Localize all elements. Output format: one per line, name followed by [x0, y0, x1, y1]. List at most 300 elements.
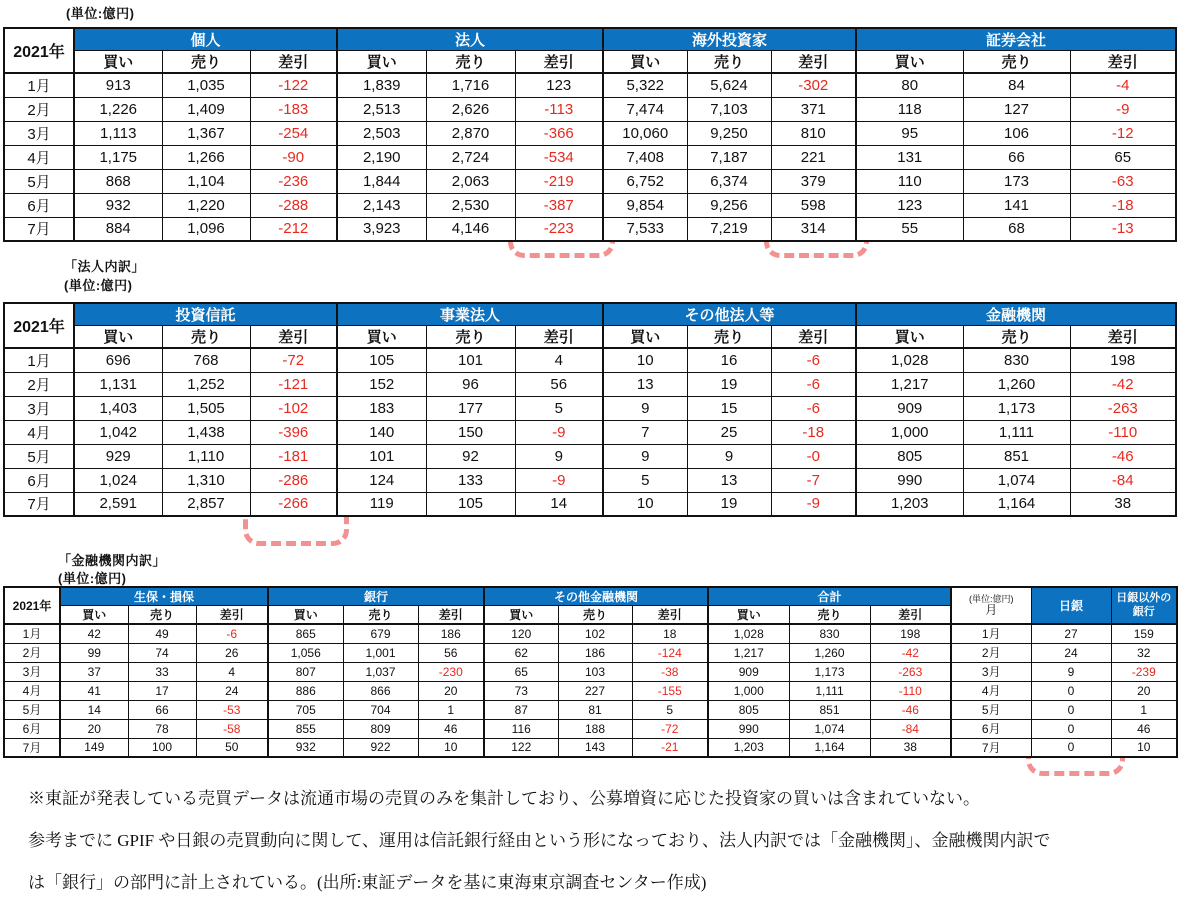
value-cell: 830: [963, 348, 1070, 372]
value-cell: 2,190: [337, 145, 426, 169]
main-table-unit-label: (単位:億円): [66, 6, 135, 21]
value-cell: 1: [418, 700, 484, 719]
value-cell: -286: [250, 468, 337, 492]
value-cell: 2,626: [426, 97, 515, 121]
side-month-cell: 7月: [951, 738, 1031, 757]
col-header: 差引: [1070, 51, 1176, 74]
value-cell: 805: [708, 700, 789, 719]
value-cell: 198: [870, 624, 951, 643]
value-cell: 38: [1070, 492, 1176, 516]
group-header: 事業法人: [337, 303, 603, 326]
value-cell: 922: [343, 738, 418, 757]
value-cell: -266: [250, 492, 337, 516]
month-cell: 3月: [4, 396, 74, 420]
value-cell: 37: [60, 662, 128, 681]
value-cell: 2,591: [74, 492, 162, 516]
value-cell: -53: [196, 700, 268, 719]
month-cell: 4月: [4, 681, 60, 700]
value-cell: 1,367: [162, 121, 250, 145]
main-table: [3, 27, 1177, 242]
value-cell: 1,217: [708, 643, 789, 662]
value-cell: 24: [196, 681, 268, 700]
value-cell: 10,060: [603, 121, 687, 145]
value-cell: 5: [603, 468, 687, 492]
value-cell: 149: [60, 738, 128, 757]
value-cell: -113: [515, 97, 603, 121]
col-header: 売り: [963, 326, 1070, 349]
month-cell: 6月: [4, 193, 74, 217]
col-header: 買い: [856, 326, 963, 349]
value-cell: 7,103: [687, 97, 771, 121]
non-boj-header: 日銀以外の銀行: [1111, 587, 1177, 624]
value-cell: 73: [484, 681, 558, 700]
value-cell: 1,164: [963, 492, 1070, 516]
side-month-cell: 5月: [951, 700, 1031, 719]
value-cell: 119: [337, 492, 426, 516]
value-cell: 2,857: [162, 492, 250, 516]
value-cell: 56: [418, 643, 484, 662]
col-header: 売り: [963, 51, 1070, 74]
non-boj-value-cell: 46: [1111, 719, 1177, 738]
group-header: 個人: [74, 28, 337, 51]
col-header: 売り: [426, 326, 515, 349]
value-cell: 851: [963, 444, 1070, 468]
col-header: 差引: [250, 51, 337, 74]
value-cell: 4,146: [426, 217, 515, 241]
value-cell: 141: [963, 193, 1070, 217]
value-cell: -42: [1070, 372, 1176, 396]
value-cell: 1,028: [856, 348, 963, 372]
side-month-cell: 4月: [951, 681, 1031, 700]
value-cell: -263: [870, 662, 951, 681]
value-cell: 1,409: [162, 97, 250, 121]
value-cell: 7: [603, 420, 687, 444]
value-cell: 17: [128, 681, 196, 700]
month-cell: 2月: [4, 372, 74, 396]
value-cell: 929: [74, 444, 162, 468]
value-cell: 65: [484, 662, 558, 681]
corporate-table-title: 「法人内訳」: [64, 259, 146, 274]
footnote: [28, 786, 1168, 912]
value-cell: -124: [632, 643, 708, 662]
value-cell: 150: [426, 420, 515, 444]
side-month-cell: 2月: [951, 643, 1031, 662]
corporate-table-unit-label: (単位:億円): [64, 278, 133, 293]
value-cell: 7,219: [687, 217, 771, 241]
value-cell: 1,220: [162, 193, 250, 217]
col-header: 売り: [128, 606, 196, 625]
value-cell: -46: [870, 700, 951, 719]
value-cell: 1,056: [268, 643, 343, 662]
non-boj-value-cell: 10: [1111, 738, 1177, 757]
value-cell: 110: [856, 169, 963, 193]
value-cell: 865: [268, 624, 343, 643]
col-header: 差引: [771, 51, 856, 74]
value-cell: 87: [484, 700, 558, 719]
value-cell: 65: [1070, 145, 1176, 169]
value-cell: 379: [771, 169, 856, 193]
value-cell: 2,513: [337, 97, 426, 121]
value-cell: 810: [771, 121, 856, 145]
value-cell: 5,624: [687, 73, 771, 97]
value-cell: -254: [250, 121, 337, 145]
value-cell: 14: [515, 492, 603, 516]
col-header: 差引: [250, 326, 337, 349]
value-cell: 133: [426, 468, 515, 492]
footnote-line-2: 参考までに GPIF や日銀の売買動向に関して、運用は信託銀行経由という形になっており、法人内訳では「金融機関」、金融機関内訳で: [28, 831, 1051, 850]
col-header: 差引: [515, 326, 603, 349]
value-cell: 6,752: [603, 169, 687, 193]
value-cell: -6: [771, 372, 856, 396]
value-cell: 106: [963, 121, 1070, 145]
value-cell: 868: [74, 169, 162, 193]
value-cell: -110: [1070, 420, 1176, 444]
value-cell: 1,173: [789, 662, 870, 681]
value-cell: -21: [632, 738, 708, 757]
value-cell: 74: [128, 643, 196, 662]
boj-value-cell: 0: [1031, 700, 1111, 719]
value-cell: 127: [963, 97, 1070, 121]
month-cell: 2月: [4, 97, 74, 121]
value-cell: 103: [558, 662, 632, 681]
value-cell: -58: [196, 719, 268, 738]
value-cell: 100: [128, 738, 196, 757]
value-cell: -63: [1070, 169, 1176, 193]
value-cell: 2,870: [426, 121, 515, 145]
col-header: 売り: [558, 606, 632, 625]
value-cell: 830: [789, 624, 870, 643]
value-cell: 7,187: [687, 145, 771, 169]
value-cell: 19: [687, 492, 771, 516]
group-header: 投資信託: [74, 303, 337, 326]
value-cell: 131: [856, 145, 963, 169]
value-cell: 3,923: [337, 217, 426, 241]
value-cell: 105: [426, 492, 515, 516]
value-cell: -155: [632, 681, 708, 700]
month-cell: 3月: [4, 121, 74, 145]
value-cell: 118: [856, 97, 963, 121]
side-month-cell: 3月: [951, 662, 1031, 681]
side-month-cell: 1月: [951, 624, 1031, 643]
month-cell: 7月: [4, 217, 74, 241]
value-cell: -18: [1070, 193, 1176, 217]
value-cell: 5: [515, 396, 603, 420]
value-cell: 105: [337, 348, 426, 372]
value-cell: 152: [337, 372, 426, 396]
month-cell: 1月: [4, 624, 60, 643]
month-cell: 7月: [4, 738, 60, 757]
year-header: 2021年: [4, 587, 60, 624]
value-cell: 188: [558, 719, 632, 738]
value-cell: 679: [343, 624, 418, 643]
value-cell: 1,042: [74, 420, 162, 444]
group-header: 海外投資家: [603, 28, 856, 51]
value-cell: 932: [74, 193, 162, 217]
side-month-header: [951, 587, 1031, 624]
boj-header: 日銀: [1031, 587, 1111, 624]
value-cell: 1,131: [74, 372, 162, 396]
col-header: 買い: [603, 326, 687, 349]
value-cell: 56: [515, 372, 603, 396]
value-cell: -72: [632, 719, 708, 738]
month-cell: 4月: [4, 145, 74, 169]
side-month-cell: 6月: [951, 719, 1031, 738]
col-header: 買い: [708, 606, 789, 625]
value-cell: 66: [128, 700, 196, 719]
value-cell: 1,000: [708, 681, 789, 700]
value-cell: -181: [250, 444, 337, 468]
value-cell: -90: [250, 145, 337, 169]
value-cell: 5,322: [603, 73, 687, 97]
value-cell: 1,310: [162, 468, 250, 492]
value-cell: 1,505: [162, 396, 250, 420]
value-cell: 1,024: [74, 468, 162, 492]
value-cell: -72: [250, 348, 337, 372]
value-cell: 49: [128, 624, 196, 643]
value-cell: 768: [162, 348, 250, 372]
col-header: 買い: [603, 51, 687, 74]
value-cell: 1,113: [74, 121, 162, 145]
footnote-line-1: ※東証が発表している売買データは流通市場の売買のみを集計しており、公募増資に応じた投資家の買いは含まれていない。: [28, 789, 980, 808]
value-cell: -212: [250, 217, 337, 241]
value-cell: 1,438: [162, 420, 250, 444]
non-boj-value-cell: 159: [1111, 624, 1177, 643]
value-cell: -9: [515, 468, 603, 492]
value-cell: 884: [74, 217, 162, 241]
value-cell: 18: [632, 624, 708, 643]
value-cell: -302: [771, 73, 856, 97]
value-cell: 102: [558, 624, 632, 643]
value-cell: 9: [515, 444, 603, 468]
value-cell: 95: [856, 121, 963, 145]
value-cell: 1,844: [337, 169, 426, 193]
value-cell: 1,260: [789, 643, 870, 662]
value-cell: -9: [771, 492, 856, 516]
group-header: 法人: [337, 28, 603, 51]
value-cell: 1,175: [74, 145, 162, 169]
value-cell: 177: [426, 396, 515, 420]
boj-value-cell: 0: [1031, 681, 1111, 700]
value-cell: -9: [1070, 97, 1176, 121]
value-cell: 41: [60, 681, 128, 700]
col-header: 売り: [162, 326, 250, 349]
value-cell: 9: [603, 396, 687, 420]
value-cell: -6: [771, 348, 856, 372]
value-cell: 123: [515, 73, 603, 97]
col-header: 買い: [74, 51, 162, 74]
value-cell: 1,252: [162, 372, 250, 396]
group-header: 金融機関: [856, 303, 1176, 326]
value-cell: 26: [196, 643, 268, 662]
col-header: 売り: [162, 51, 250, 74]
value-cell: -12: [1070, 121, 1176, 145]
value-cell: 99: [60, 643, 128, 662]
year-header: 2021年: [4, 28, 74, 73]
value-cell: -46: [1070, 444, 1176, 468]
month-cell: 5月: [4, 444, 74, 468]
value-cell: 1,716: [426, 73, 515, 97]
value-cell: -122: [250, 73, 337, 97]
boj-value-cell: 9: [1031, 662, 1111, 681]
value-cell: 55: [856, 217, 963, 241]
group-header: その他金融機関: [484, 587, 708, 606]
value-cell: 314: [771, 217, 856, 241]
value-cell: 16: [687, 348, 771, 372]
value-cell: 1,096: [162, 217, 250, 241]
value-cell: 1,028: [708, 624, 789, 643]
value-cell: 9: [603, 444, 687, 468]
value-cell: 96: [426, 372, 515, 396]
value-cell: 2,503: [337, 121, 426, 145]
value-cell: 913: [74, 73, 162, 97]
col-header: 差引: [870, 606, 951, 625]
value-cell: -6: [196, 624, 268, 643]
financial-table: [3, 586, 1178, 758]
value-cell: 851: [789, 700, 870, 719]
col-header: 売り: [687, 51, 771, 74]
value-cell: 1,839: [337, 73, 426, 97]
value-cell: 120: [484, 624, 558, 643]
value-cell: 50: [196, 738, 268, 757]
value-cell: 68: [963, 217, 1070, 241]
value-cell: 124: [337, 468, 426, 492]
value-cell: 909: [708, 662, 789, 681]
value-cell: 1,001: [343, 643, 418, 662]
value-cell: 866: [343, 681, 418, 700]
value-cell: 805: [856, 444, 963, 468]
col-header: 差引: [771, 326, 856, 349]
month-cell: 2月: [4, 643, 60, 662]
value-cell: 598: [771, 193, 856, 217]
value-cell: 10: [603, 348, 687, 372]
value-cell: -183: [250, 97, 337, 121]
value-cell: 1,037: [343, 662, 418, 681]
group-header: その他法人等: [603, 303, 856, 326]
value-cell: 221: [771, 145, 856, 169]
value-cell: 932: [268, 738, 343, 757]
value-cell: 2,530: [426, 193, 515, 217]
value-cell: 101: [426, 348, 515, 372]
value-cell: -18: [771, 420, 856, 444]
value-cell: 116: [484, 719, 558, 738]
value-cell: 140: [337, 420, 426, 444]
value-cell: 909: [856, 396, 963, 420]
col-header: 買い: [268, 606, 343, 625]
value-cell: 1,260: [963, 372, 1070, 396]
value-cell: 123: [856, 193, 963, 217]
value-cell: -13: [1070, 217, 1176, 241]
value-cell: 9,256: [687, 193, 771, 217]
value-cell: 6,374: [687, 169, 771, 193]
value-cell: -110: [870, 681, 951, 700]
value-cell: 1,074: [963, 468, 1070, 492]
month-cell: 5月: [4, 700, 60, 719]
value-cell: -84: [1070, 468, 1176, 492]
value-cell: -6: [771, 396, 856, 420]
value-cell: 7,408: [603, 145, 687, 169]
value-cell: -219: [515, 169, 603, 193]
year-header: 2021年: [4, 303, 74, 348]
value-cell: 1,164: [789, 738, 870, 757]
value-cell: 10: [418, 738, 484, 757]
value-cell: 80: [856, 73, 963, 97]
value-cell: 1,203: [708, 738, 789, 757]
value-cell: 81: [558, 700, 632, 719]
col-header: 買い: [856, 51, 963, 74]
col-header: 買い: [484, 606, 558, 625]
value-cell: -9: [515, 420, 603, 444]
value-cell: 990: [856, 468, 963, 492]
value-cell: 1,035: [162, 73, 250, 97]
value-cell: 20: [418, 681, 484, 700]
value-cell: 1,173: [963, 396, 1070, 420]
footnote-line-3: は「銀行」の部門に計上されている。(出所:東証データを基に東海東京調査センター作成): [28, 873, 707, 892]
col-header: 差引: [515, 51, 603, 74]
value-cell: 1,074: [789, 719, 870, 738]
col-header: 買い: [60, 606, 128, 625]
value-cell: 92: [426, 444, 515, 468]
value-cell: 4: [196, 662, 268, 681]
value-cell: 186: [558, 643, 632, 662]
value-cell: 1,000: [856, 420, 963, 444]
col-header: 売り: [426, 51, 515, 74]
month-cell: 6月: [4, 468, 74, 492]
value-cell: 1,403: [74, 396, 162, 420]
value-cell: 855: [268, 719, 343, 738]
value-cell: 19: [687, 372, 771, 396]
value-cell: 66: [963, 145, 1070, 169]
boj-value-cell: 0: [1031, 719, 1111, 738]
value-cell: 9: [687, 444, 771, 468]
value-cell: 33: [128, 662, 196, 681]
value-cell: 227: [558, 681, 632, 700]
value-cell: 4: [515, 348, 603, 372]
value-cell: 990: [708, 719, 789, 738]
value-cell: -0: [771, 444, 856, 468]
value-cell: 1,110: [162, 444, 250, 468]
value-cell: 1,266: [162, 145, 250, 169]
value-cell: 1,217: [856, 372, 963, 396]
value-cell: 886: [268, 681, 343, 700]
value-cell: 5: [632, 700, 708, 719]
value-cell: 20: [60, 719, 128, 738]
col-header: 売り: [687, 326, 771, 349]
col-header: 差引: [418, 606, 484, 625]
col-header: 差引: [632, 606, 708, 625]
side-unit-label: (単位:億円): [969, 594, 1014, 604]
value-cell: 46: [418, 719, 484, 738]
value-cell: -230: [418, 662, 484, 681]
month-cell: 1月: [4, 73, 74, 97]
value-cell: 183: [337, 396, 426, 420]
value-cell: 9,854: [603, 193, 687, 217]
value-cell: 1,203: [856, 492, 963, 516]
col-header: 買い: [337, 51, 426, 74]
value-cell: 78: [128, 719, 196, 738]
value-cell: 2,063: [426, 169, 515, 193]
value-cell: 15: [687, 396, 771, 420]
value-cell: 25: [687, 420, 771, 444]
col-header: 売り: [343, 606, 418, 625]
value-cell: -42: [870, 643, 951, 662]
group-header: 生保・損保: [60, 587, 268, 606]
col-header: 買い: [74, 326, 162, 349]
value-cell: 7,533: [603, 217, 687, 241]
value-cell: 2,143: [337, 193, 426, 217]
value-cell: 1,111: [789, 681, 870, 700]
value-cell: 62: [484, 643, 558, 662]
value-cell: 173: [963, 169, 1070, 193]
